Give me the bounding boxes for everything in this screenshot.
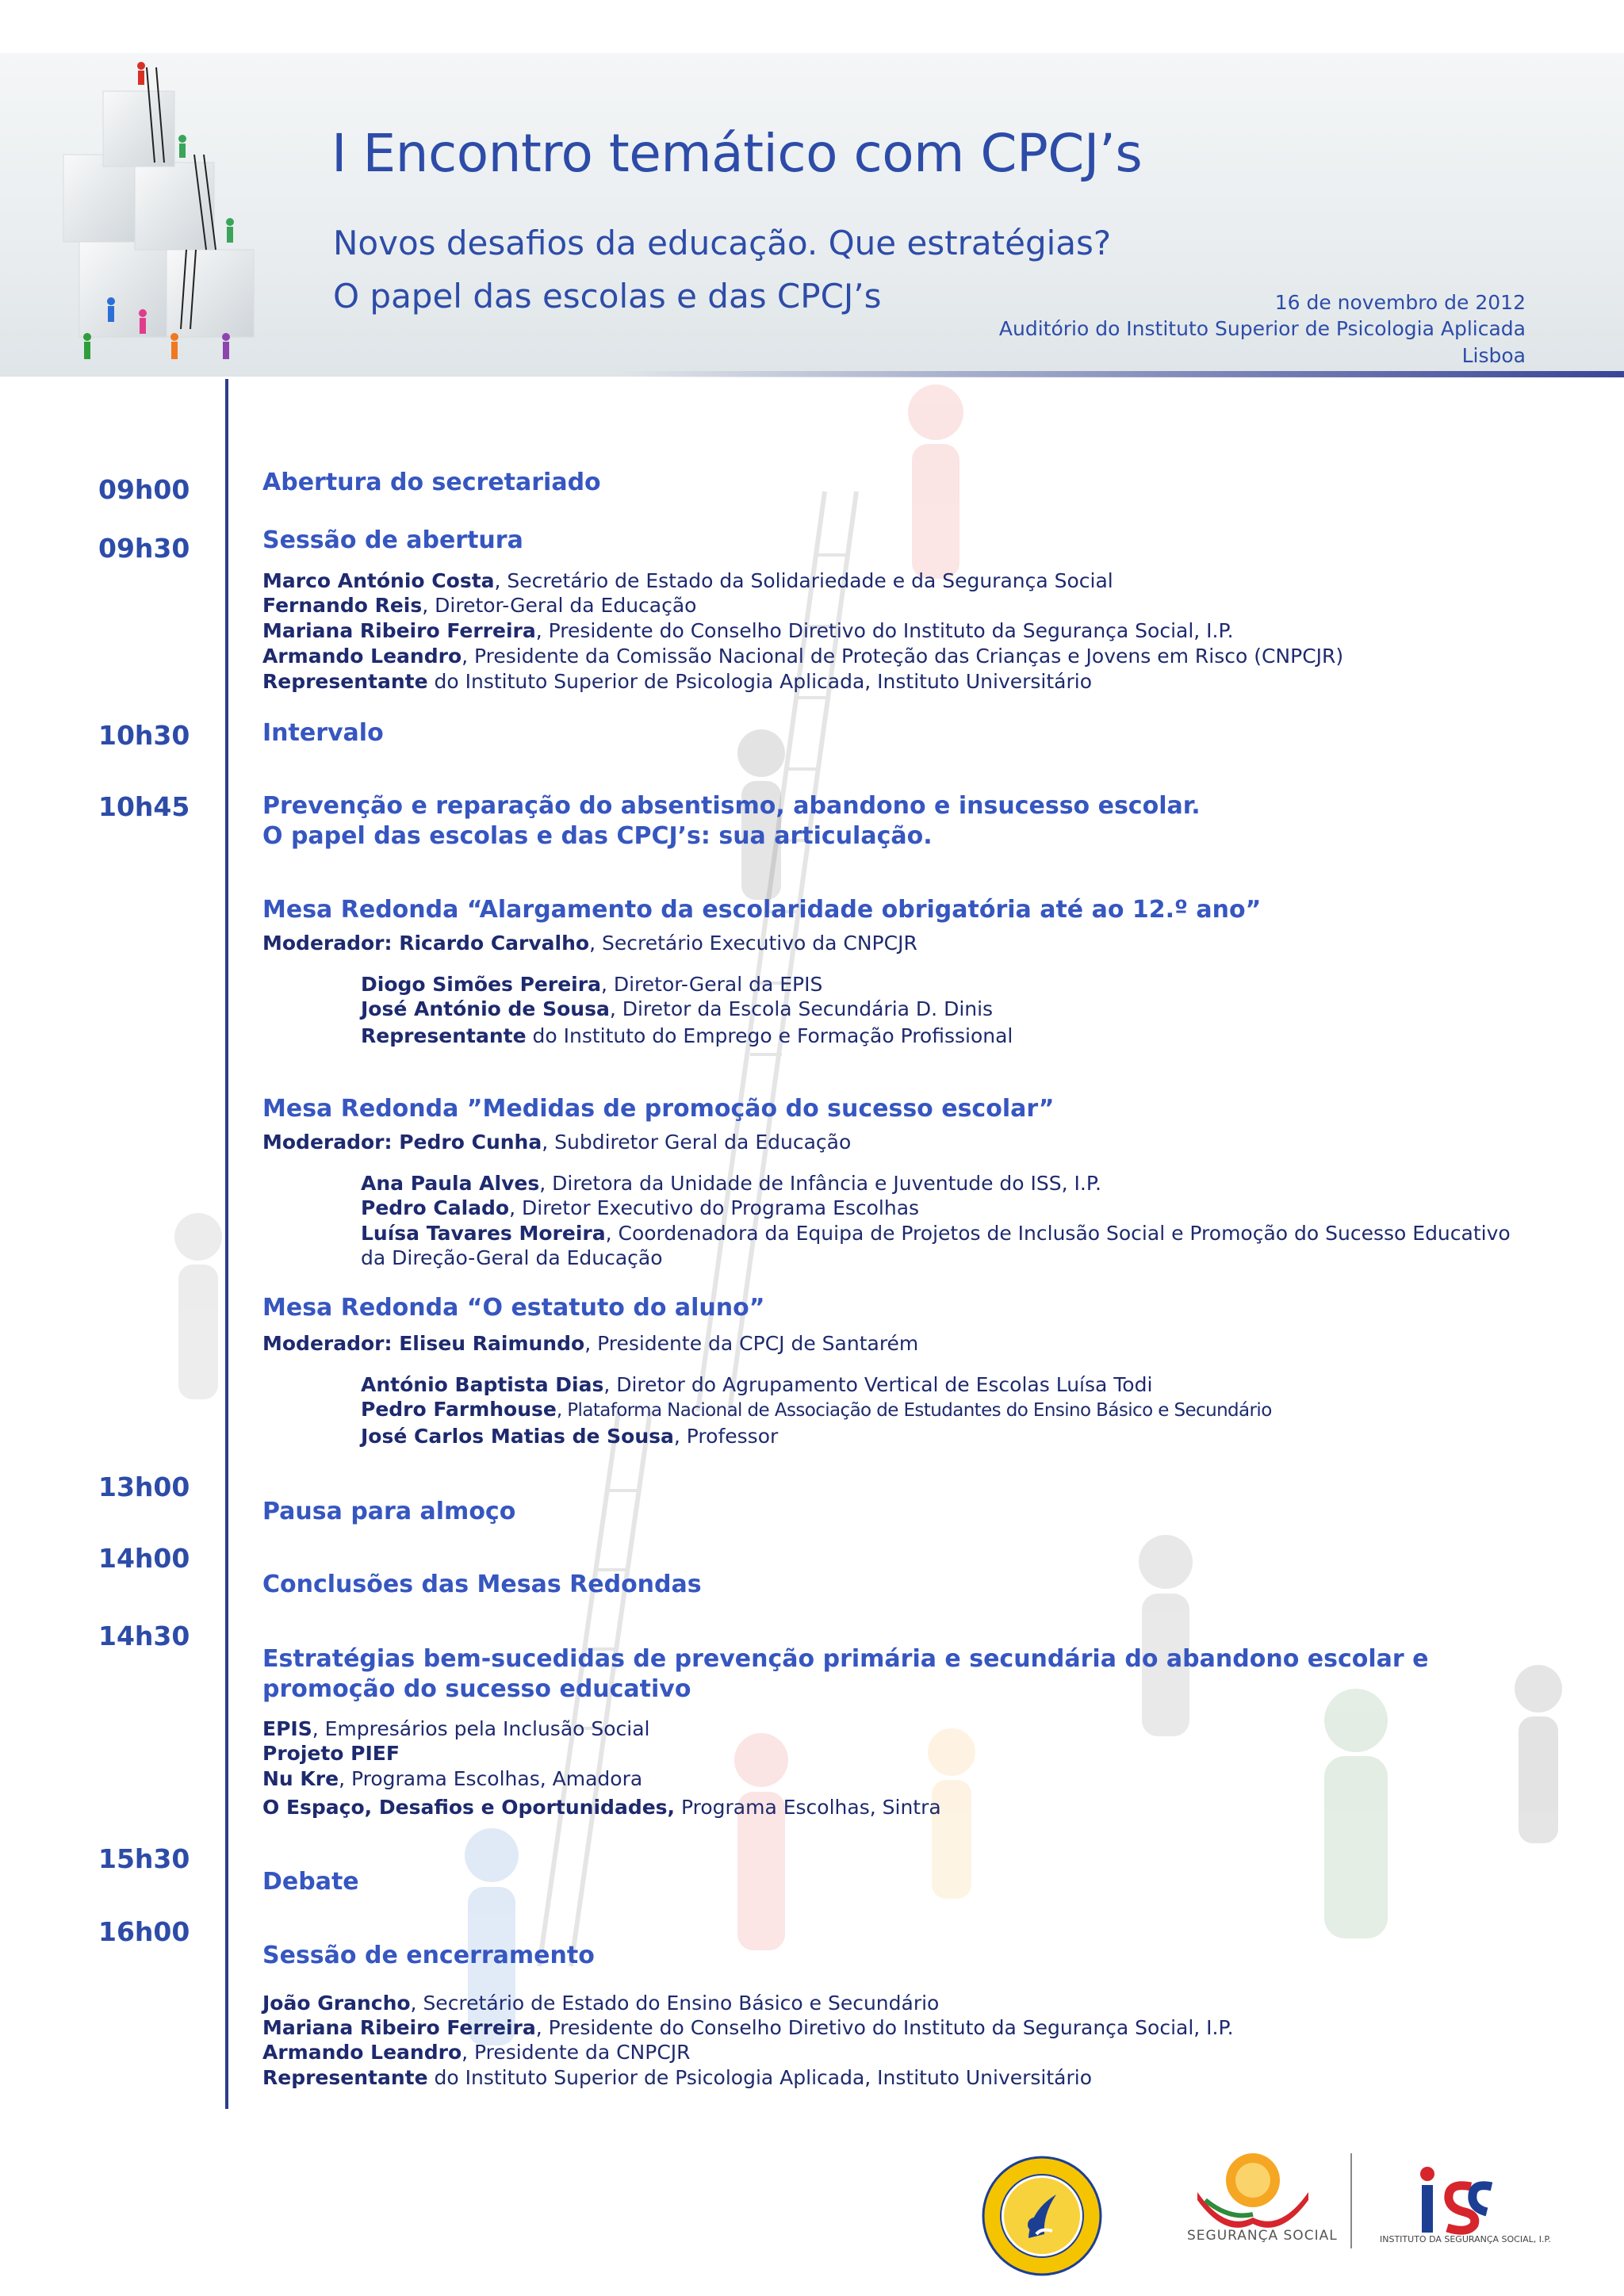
panelist-line: José António de Sousa, Diretor da Escola Secundária D. Dinis	[361, 997, 994, 1020]
project-line: Nu Kre, Programa Escolhas, Amadora	[262, 1767, 643, 1790]
moderator-line: Moderador: Ricardo Carvalho, Secretário Executivo da CNPCJR	[262, 932, 917, 955]
panelist-line: Pedro Farmhouse, Plataforma Nacional de Associação de Estudantes do Ensino Básico e Secundário	[361, 1398, 1272, 1421]
cnpcjr-logo-icon	[981, 2155, 1103, 2277]
speaker-line: Representante do Instituto Superior de Psicologia Aplicada, Instituto Universitário	[262, 2066, 1093, 2089]
panelist-line: António Baptista Dias, Diretor do Agrupamento Vertical de Escolas Luísa Todi	[361, 1373, 1153, 1396]
event-city: Lisboa	[1461, 344, 1526, 367]
speaker-line: Mariana Ribeiro Ferreira, Presidente do Conselho Diretivo do Instituto da Segurança Social, I.P.	[262, 619, 1234, 642]
speaker-line: Mariana Ribeiro Ferreira, Presidente do Conselho Diretivo do Instituto da Segurança Social, I.P.	[262, 2016, 1234, 2039]
time-0900: 09h00	[98, 474, 190, 505]
time-1300: 13h00	[98, 1471, 190, 1502]
item-prevencao-2: O papel das escolas e das CPCJ’s: sua articulação.	[262, 822, 933, 850]
mesa-redonda-3-title: Mesa Redonda “O estatuto do aluno”	[262, 1294, 765, 1322]
item-conclusoes: Conclusões das Mesas Redondas	[262, 1571, 702, 1598]
speaker-line: Armando Leandro, Presidente da Comissão Nacional de Proteção das Crianças e Jovens em Risco (CNPCJR)	[262, 645, 1344, 668]
event-venue: Auditório do Instituto Superior de Psicologia Aplicada	[998, 317, 1526, 340]
event-date: 16 de novembro de 2012	[1274, 291, 1526, 314]
item-pausa-almoco: Pausa para almoço	[262, 1498, 516, 1525]
time-1600: 16h00	[98, 1916, 190, 1947]
speaker-line: Fernando Reis, Diretor-Geral da Educação	[262, 594, 697, 617]
project-line: EPIS, Empresários pela Inclusão Social	[262, 1717, 650, 1740]
project-line: O Espaço, Desafios e Oportunidades, Programa Escolhas, Sintra	[262, 1796, 941, 1819]
panelist-line: Diogo Simões Pereira, Diretor-Geral da EPIS	[361, 973, 823, 996]
speaker-line: João Grancho, Secretário de Estado do Ensino Básico e Secundário	[262, 1992, 940, 2015]
time-1400: 14h00	[98, 1543, 190, 1574]
speaker-line: Representante do Instituto Superior de Psicologia Aplicada, Instituto Universitário	[262, 670, 1093, 693]
item-sessao-encerramento: Sessão de encerramento	[262, 1942, 595, 1969]
moderator-line: Moderador: Pedro Cunha, Subdiretor Geral da Educação	[262, 1131, 852, 1154]
page-title: I Encontro temático com CPCJ’s	[331, 123, 1143, 184]
panelist-line: Pedro Calado, Diretor Executivo do Programa Escolhas	[361, 1196, 920, 1219]
mesa-redonda-2-title: Mesa Redonda ”Medidas de promoção do sucesso escolar”	[262, 1095, 1055, 1123]
item-debate: Debate	[262, 1868, 359, 1896]
panelist-line: Ana Paula Alves, Diretora da Unidade de Infância e Juventude do ISS, I.P.	[361, 1172, 1101, 1195]
moderator-line: Moderador: Eliseu Raimundo, Presidente da CPCJ de Santarém	[262, 1332, 919, 1355]
project-line: Projeto PIEF	[262, 1742, 400, 1765]
time-1430: 14h30	[98, 1621, 190, 1651]
panelist-line: Representante do Instituto do Emprego e Formação Profissional	[361, 1024, 1013, 1047]
iss-label: INSTITUTO DA SEGURANÇA SOCIAL, I.P.	[1380, 2234, 1551, 2244]
item-sessao-abertura: Sessão de abertura	[262, 526, 523, 554]
subtitle-1: Novos desafios da educação. Que estratégias?	[333, 224, 1112, 262]
time-1030: 10h30	[98, 720, 190, 751]
item-prevencao-1: Prevenção e reparação do absentismo, abandono e insucesso escolar.	[262, 792, 1201, 820]
time-1530: 15h30	[98, 1843, 190, 1874]
timeline-rule	[225, 379, 228, 2109]
header-accent-bar	[619, 371, 1624, 377]
panelist-line: José Carlos Matias de Sousa, Professor	[361, 1425, 779, 1448]
time-1045: 10h45	[98, 791, 190, 822]
iss-logo-icon	[1415, 2164, 1495, 2236]
seguranca-social-label: SEGURANÇA SOCIAL	[1187, 2228, 1338, 2244]
subtitle-2: O papel das escolas e das CPCJ’s	[333, 277, 882, 316]
time-0930: 09h30	[98, 533, 190, 564]
logo-divider	[1350, 2153, 1352, 2248]
cubes-ladders-illustration	[48, 59, 285, 377]
speaker-line: Armando Leandro, Presidente da CNPCJR	[262, 2041, 691, 2064]
panelist-line: Luísa Tavares Moreira, Coordenadora da Equipa de Projetos de Inclusão Social e Promoção do Sucesso Educativo da Direção-Geral da Educação	[361, 1222, 1511, 1269]
item-abertura-secretariado: Abertura do secretariado	[262, 469, 601, 496]
item-estrategias: Estratégias bem-sucedidas de prevenção primária e secundária do abandono escolar e promoção do sucesso educativo	[262, 1645, 1429, 1703]
item-intervalo: Intervalo	[262, 719, 384, 747]
speaker-line: Marco António Costa, Secretário de Estado da Solidariedade e da Segurança Social	[262, 569, 1113, 592]
mesa-redonda-1-title: Mesa Redonda “Alargamento da escolaridade obrigatória até ao 12.º ano”	[262, 896, 1262, 924]
